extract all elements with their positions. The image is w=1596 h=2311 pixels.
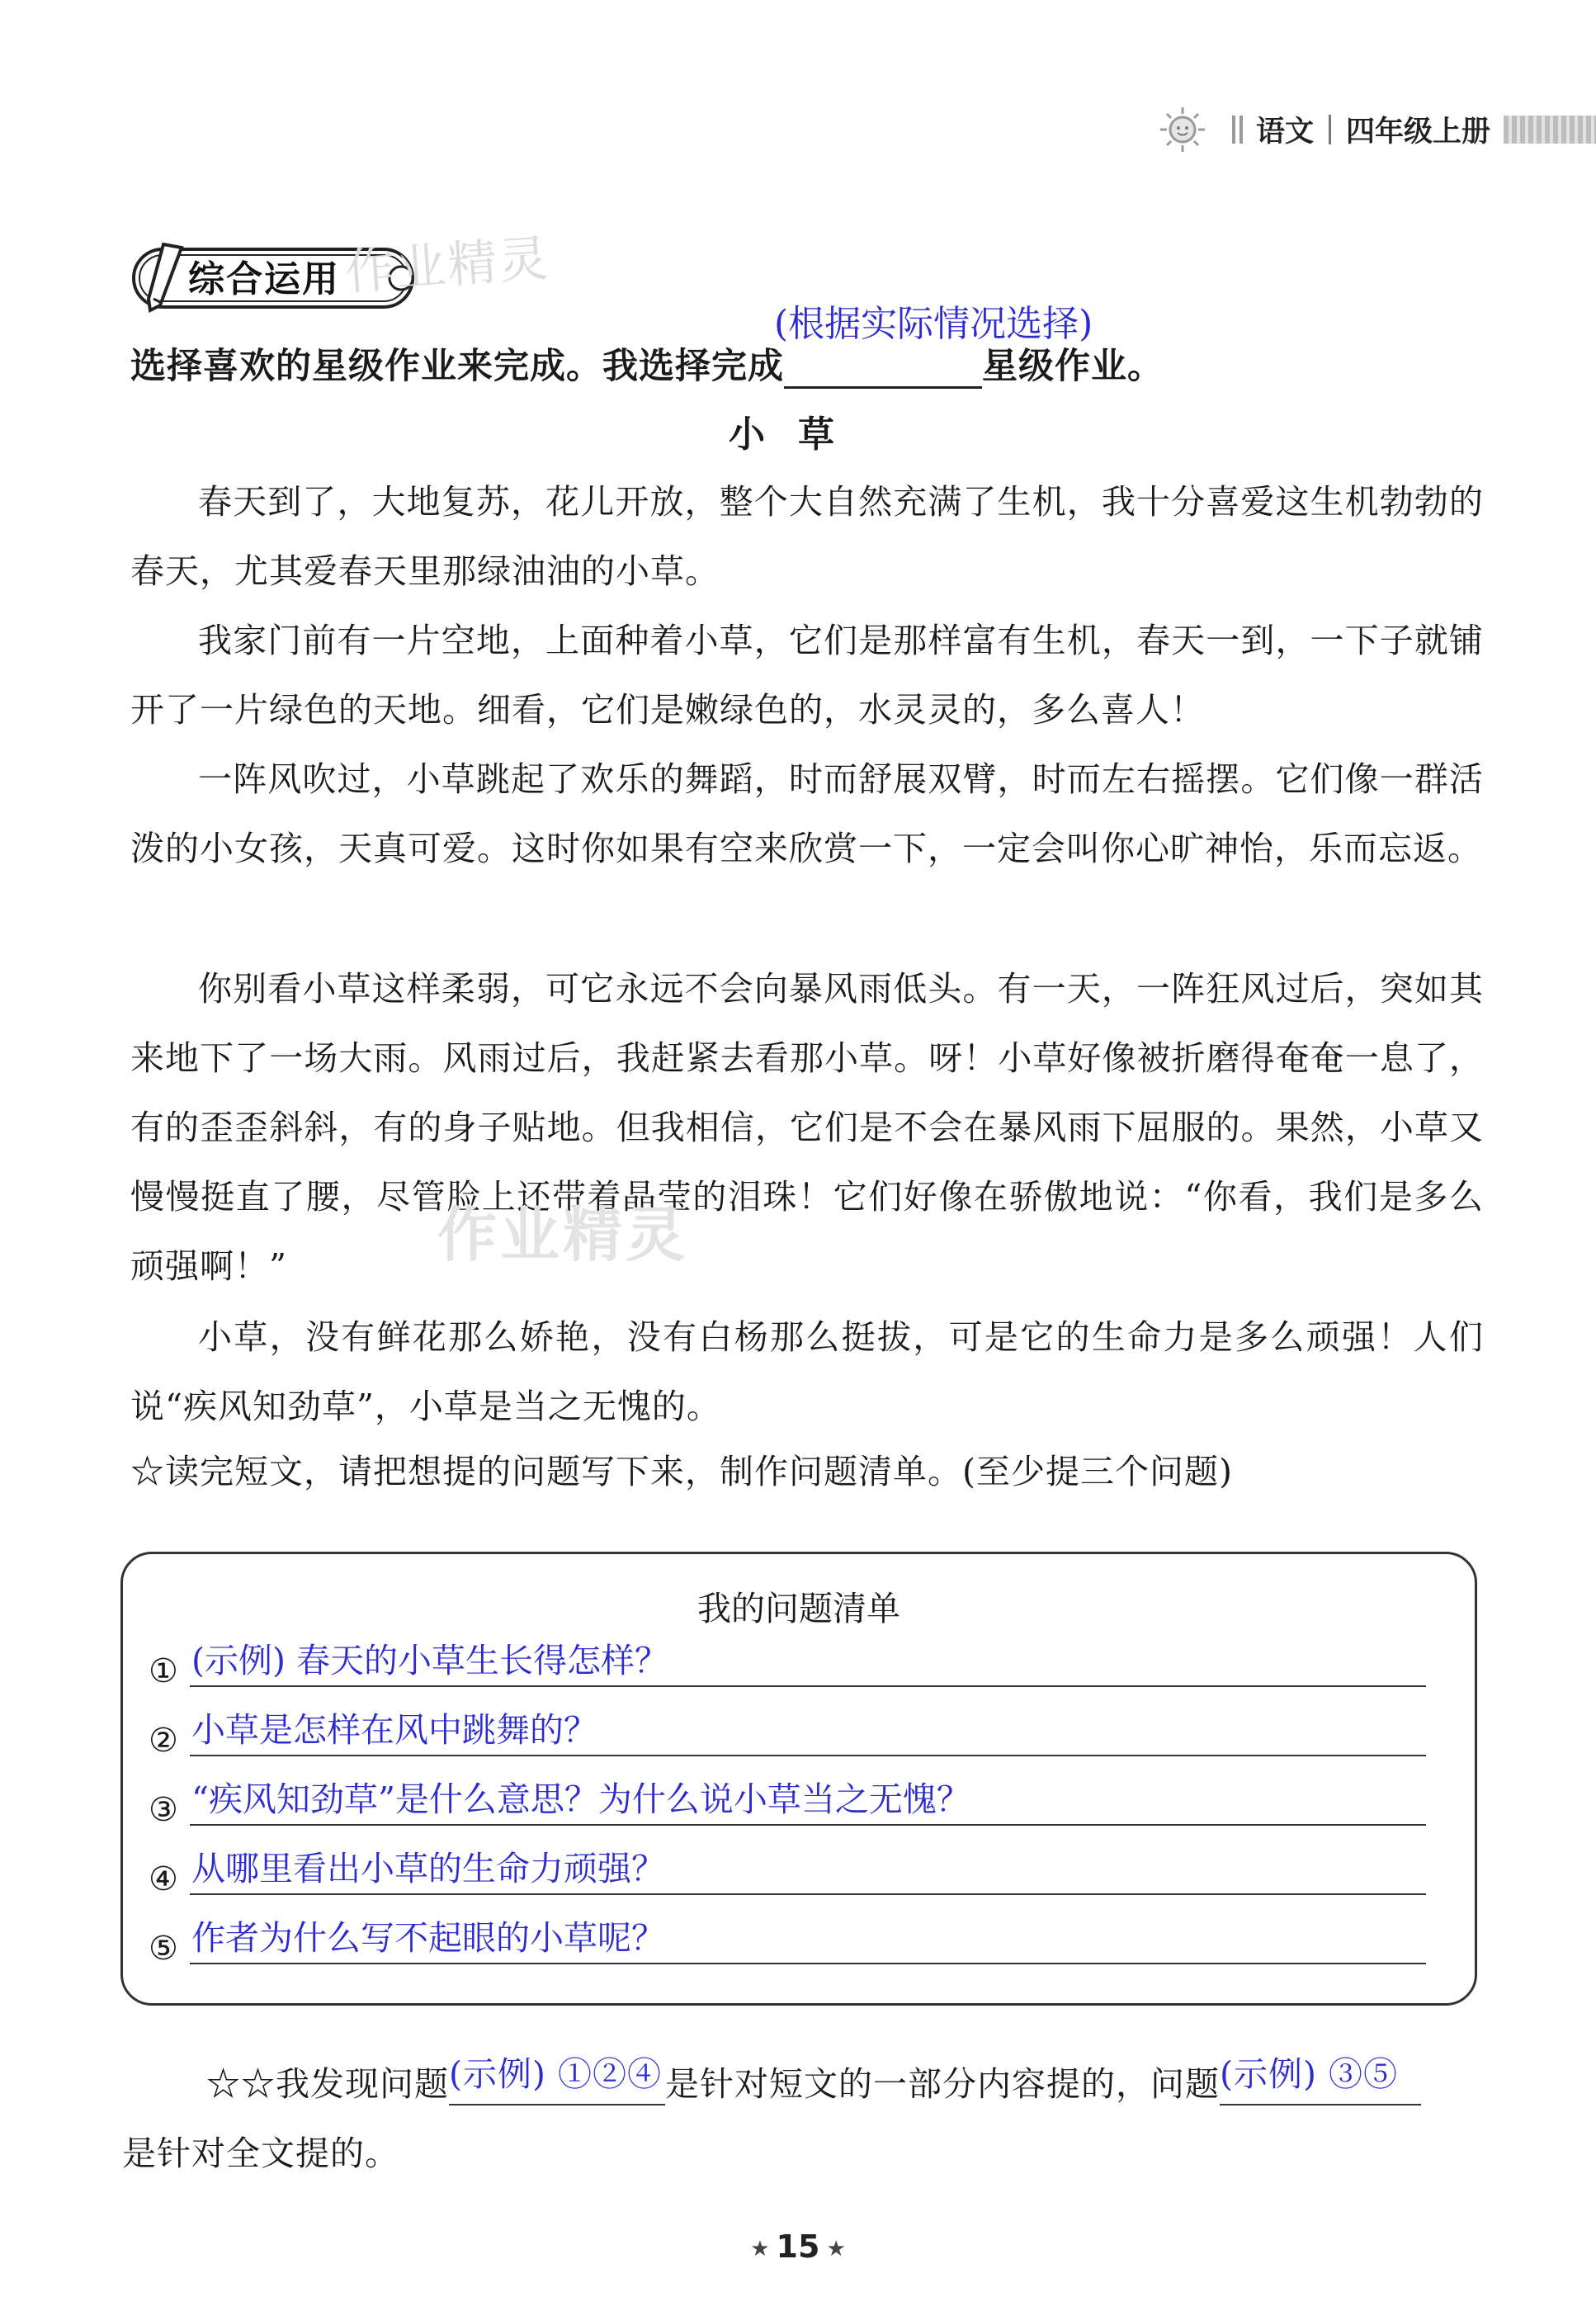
choice-blank bbox=[784, 350, 982, 389]
header-tail-bar bbox=[1504, 116, 1596, 144]
task-one-instruction: ☆读完短文，请把想提的问题写下来，制作问题清单。(至少提三个问题) bbox=[130, 1452, 1233, 1491]
question-row[interactable] bbox=[149, 1900, 1426, 1969]
watermark-center: 作业精灵 bbox=[437, 1200, 689, 1269]
article-paragraph-3: 一阵风吹过，小草跳起了欢乐的舞蹈，时而舒展双臂，时而左右摇摆。它们像一群活泼的小女孩，天真可爱。这时你如果有空来欣赏一下，一定会叫你心旷神怡，乐而忘返。 bbox=[130, 759, 1484, 868]
question-answer: “疾风知劲草”是什么意思？为什么说小草当之无愧？ bbox=[191, 1779, 970, 1819]
star-icon: ★ bbox=[826, 2236, 846, 2261]
question-number: ⑤ bbox=[149, 1930, 178, 1968]
header-grade: 四年级上册 bbox=[1345, 116, 1490, 149]
question-answer: 从哪里看出小草的生命力顽强？ bbox=[191, 1849, 665, 1888]
answer-hint: (根据实际情况选择) bbox=[774, 303, 1093, 345]
article-paragraph-2: 我家门前有一片空地，上面种着小草，它们是那样富有生机，春天一到，一下子就铺开了一片绿色的天地。细看，它们是嫩绿色的，水灵灵的，多么喜人！ bbox=[130, 621, 1484, 730]
task-two-answer-1: (示例) ①②④ bbox=[449, 2054, 663, 2094]
choice-text-before: 选择喜欢的星级作业来完成。我选择完成 bbox=[130, 346, 784, 387]
task-two-middle: 是针对短文的一部分内容提的，问题 bbox=[665, 2064, 1220, 2104]
question-number: ④ bbox=[149, 1860, 178, 1898]
article-paragraph-1: 春天到了，大地复苏，花儿开放，整个大自然充满了生机，我十分喜爱这生机勃勃的春天，尤其爱春天里那绿油油的小草。 bbox=[130, 482, 1484, 591]
question-number: ② bbox=[149, 1722, 178, 1760]
answer-underline bbox=[190, 1685, 1426, 1687]
page-number bbox=[0, 2228, 1596, 2265]
star-icon: ★ bbox=[750, 2236, 770, 2261]
watermark: 作业精灵 bbox=[343, 229, 552, 302]
article-paragraph-4: 你别看小草这样柔弱，可它永远不会向暴风雨低头。有一天，一阵狂风过后，突如其来地下了一场大雨。风雨过后，我赶紧去看那小草。呀！小草好像被折磨得奄奄一息了，有的歪歪斜斜，有的身子贴地。但我相信，它们是不会在暴风雨下屈服的。果然，小草又慢慢挺直了腰，尽管脸上还带着晶莹的泪珠！它们好像在骄傲地说：“你看，我们是多么顽强啊！” bbox=[130, 969, 1484, 1286]
question-number: ① bbox=[149, 1652, 178, 1690]
header-subject: 语文 bbox=[1255, 116, 1314, 149]
question-list-title: 我的问题清单 bbox=[697, 1589, 900, 1628]
choice-sentence bbox=[130, 338, 1164, 389]
question-row[interactable] bbox=[149, 1831, 1426, 1900]
question-row[interactable] bbox=[149, 1692, 1426, 1761]
header-separator bbox=[1329, 115, 1331, 144]
question-number: ③ bbox=[149, 1791, 178, 1829]
page-header bbox=[1158, 97, 1596, 162]
article-paragraph-5: 小草，没有鲜花那么娇艳，没有白杨那么挺拔，可是它的生命力是多么顽强！人们说“疾风知劲草”，小草是当之无愧的。 bbox=[130, 1317, 1484, 1426]
answer-underline bbox=[190, 1755, 1426, 1756]
section-badge-label: 综合运用 bbox=[188, 258, 340, 300]
task-two-blank-1[interactable] bbox=[449, 2054, 665, 2105]
question-answer: 作者为什么写不起眼的小草呢？ bbox=[191, 1918, 665, 1958]
question-row[interactable] bbox=[149, 1761, 1426, 1831]
task-two-blank-2[interactable] bbox=[1220, 2054, 1421, 2105]
article-title: 小草 bbox=[729, 414, 867, 456]
header-divider-bars bbox=[1232, 116, 1243, 144]
question-row[interactable] bbox=[149, 1623, 1426, 1692]
task-two-sentence bbox=[206, 2054, 1421, 2105]
question-answer: 小草是怎样在风中跳舞的？ bbox=[191, 1710, 597, 1750]
answer-underline bbox=[190, 1893, 1426, 1895]
task-two-prefix: ☆☆我发现问题 bbox=[206, 2064, 449, 2104]
sun-icon bbox=[1158, 105, 1207, 154]
question-answer: (示例) 春天的小草生长得怎样？ bbox=[191, 1641, 669, 1680]
task-two-suffix: 是针对全文提的。 bbox=[122, 2134, 399, 2173]
page-number-value: 15 bbox=[776, 2228, 820, 2265]
answer-underline bbox=[190, 1824, 1426, 1826]
choice-text-after: 星级作业。 bbox=[982, 346, 1164, 387]
answer-underline bbox=[190, 1963, 1426, 1964]
task-two-answer-2: (示例) ③⑤ bbox=[1220, 2054, 1399, 2094]
